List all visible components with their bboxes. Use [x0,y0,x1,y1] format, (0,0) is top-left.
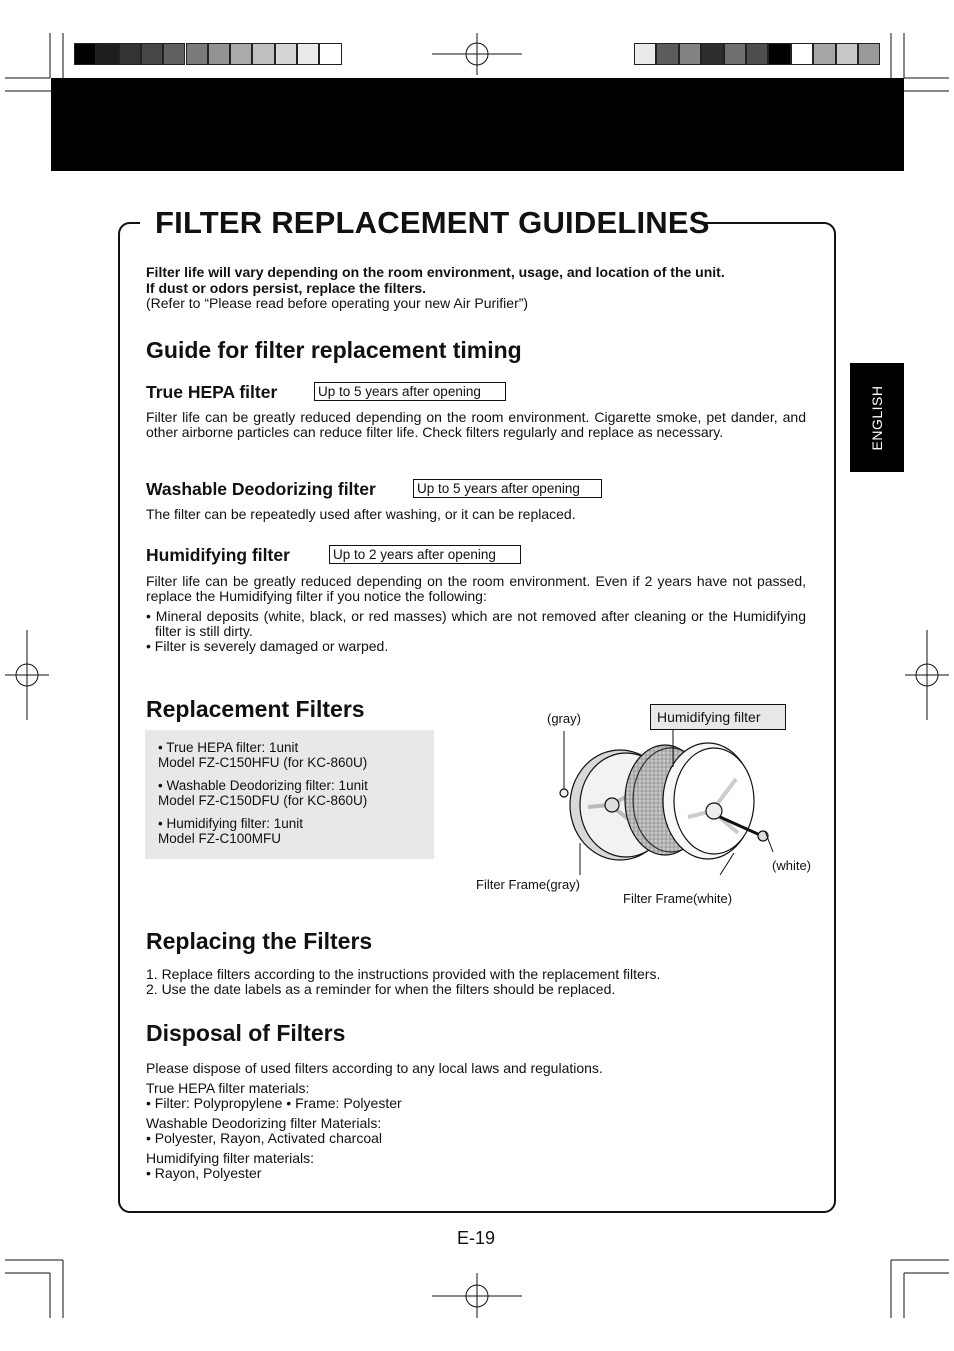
label-filter-frame-white: Filter Frame(white) [623,891,733,906]
humidifying-bullet-2: • Filter is severely damaged or warped. [146,638,389,654]
humidifying-life-badge: Up to 2 years after opening [329,545,521,564]
color-swatch [791,43,813,65]
color-swatch [679,43,701,65]
label-white: (white) [772,858,812,873]
color-swatch [230,43,252,65]
disposal-humidifying-label: Humidifying filter materials: [146,1150,315,1166]
deodorizing-text: The filter can be repeatedly used after washing, or it can be replaced. [146,506,576,522]
color-swatch [119,43,141,65]
color-swatch [724,43,746,65]
hepa-text: Filter life can be greatly reduced depending on the room environment. Cigarette smoke, pet dander, and other airborne particles can reduce filter life. Check filters regularly and replace as necessary. [146,409,806,441]
color-swatch [701,43,723,65]
color-swatch [813,43,835,65]
page-title: FILTER REPLACEMENT GUIDELINES [155,205,710,240]
replacement-item-hepa-name: • True HEPA filter: 1unit [158,740,299,755]
intro-bold-2: If dust or odors persist, replace the filters. [146,279,427,296]
disposal-deodorizing-label: Washable Deodorizing filter Materials: [146,1115,382,1131]
humidifying-text: Filter life can be greatly reduced depending on the room environment. Even if 2 years have not passed, replace the Humidifying filter if you notice the following: [146,573,806,605]
color-swatch [252,43,274,65]
replacing-step-2: 2. Use the date labels as a reminder for when the filters should be replaced. [146,981,616,997]
replacement-list [145,730,434,859]
filter-assembly-illustration [540,725,780,875]
label-humidifying-filter: Humidifying filter [650,704,786,730]
replacement-heading: Replacement Filters [146,696,365,722]
header-black-bar [51,78,904,171]
color-swatch [74,43,96,65]
replacement-item-hepa-model: Model FZ-C150HFU (for KC-860U) [158,754,368,770]
color-swatch [275,43,297,65]
page-number: E-19 [457,1228,496,1248]
guide-heading: Guide for filter replacement timing [146,337,522,363]
disposal-deodorizing-value: • Polyester, Rayon, Activated charcoal [146,1130,383,1146]
humidifying-bullet-1: • Mineral deposits (white, black, or red masses) which are not removed after cleaning or the Humidifying filter is still dirty. [146,608,806,640]
replacement-item-humidifying [158,817,303,846]
replacement-item-deodorizing-name: • Washable Deodorizing filter: 1unit [158,778,368,793]
intro-note: (Refer to “Please read before operating your new Air Purifier”) [146,295,529,311]
replacement-item-deodorizing [158,779,368,808]
color-swatch [656,43,678,65]
humidifying-filter-heading: Humidifying filter [146,545,290,565]
disposal-heading: Disposal of Filters [146,1020,346,1046]
deodorizing-filter-heading: Washable Deodorizing filter [146,479,376,499]
hepa-life-badge: Up to 5 years after opening [314,382,506,401]
disposal-hepa-value: • Filter: Polypropylene • Frame: Polyester [146,1095,402,1111]
disposal-hepa-label: True HEPA filter materials: [146,1080,310,1096]
disposal-humidifying-value: • Rayon, Polyester [146,1165,262,1181]
color-swatch [746,43,768,65]
color-swatch [297,43,319,65]
replacement-item-humidifying-name: • Humidifying filter: 1unit [158,816,304,831]
language-tab [850,363,904,472]
replacement-item-humidifying-model: Model FZ-C100MFU [158,830,282,846]
replacing-heading: Replacing the Filters [146,928,373,954]
label-filter-frame-gray: Filter Frame(gray) [476,877,581,892]
color-swatch [208,43,230,65]
label-gray: (gray) [547,711,581,726]
color-swatch [634,43,656,65]
replacement-item-deodorizing-model: Model FZ-C150DFU (for KC-860U) [158,792,368,808]
replacing-step-1: 1. Replace filters according to the instructions provided with the replacement filters. [146,966,661,982]
intro-bold-1: Filter life will vary depending on the room environment, usage, and location of the unit. [146,264,725,280]
color-swatch [141,43,163,65]
disposal-intro: Please dispose of used filters according to any local laws and regulations. [146,1060,603,1076]
color-swatch [319,43,341,65]
language-tab-label: ENGLISH [869,385,885,450]
color-swatch [836,43,858,65]
color-swatch [96,43,118,65]
deodorizing-life-badge: Up to 5 years after opening [413,479,602,498]
color-swatch [768,43,790,65]
color-swatch [163,43,185,65]
color-swatch [858,43,880,65]
replacement-item-hepa [158,741,367,770]
hepa-filter-heading: True HEPA filter [146,382,278,402]
intro [146,265,806,312]
color-swatch [186,43,208,65]
